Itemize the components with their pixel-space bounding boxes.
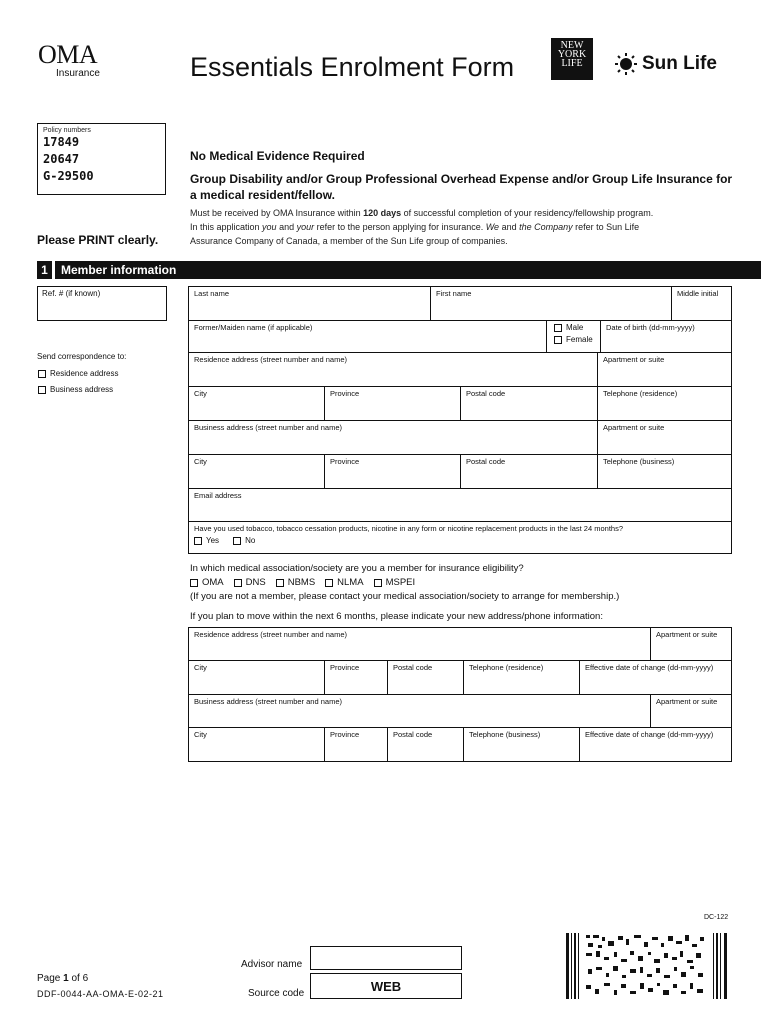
page-number-text: Page [37, 973, 64, 984]
page-number [37, 973, 88, 984]
telephone-residence-field[interactable] [597, 386, 732, 421]
male-checkbox[interactable] [554, 324, 562, 332]
new-residence-effective-date-field[interactable] [579, 660, 732, 695]
field-label: First name [436, 289, 472, 298]
new-residence-province-field[interactable] [324, 660, 388, 695]
section-number: 1 [37, 261, 55, 279]
option-label: DNS [245, 577, 266, 588]
nbms-checkbox[interactable] [276, 579, 284, 587]
no-medical-heading: No Medical Evidence Required [190, 149, 365, 163]
date-of-birth-field[interactable] [600, 320, 732, 353]
page-number-value: 1 [63, 973, 69, 984]
option-label: Business address [50, 385, 114, 394]
field-label: Province [330, 663, 360, 672]
field-label: Business address (street number and name) [194, 697, 342, 706]
field-label: Postal code [466, 457, 506, 466]
option-label: NLMA [337, 577, 364, 588]
intro-text-part: In this application [190, 222, 263, 232]
print-clearly-note: Please PRINT clearly. [37, 233, 159, 247]
field-label: Apartment or suite [603, 355, 665, 364]
association-options [190, 577, 415, 588]
residence-apartment-field[interactable] [597, 352, 732, 387]
policy-number: G-29500 [43, 169, 94, 183]
section-title: Member information [61, 263, 177, 277]
new-residence-postal-code-field[interactable] [387, 660, 464, 695]
association-option-oma[interactable] [190, 577, 224, 588]
new-york-life-logo [551, 38, 593, 80]
business-postal-code-field[interactable] [460, 454, 598, 489]
field-label: Email address [194, 491, 242, 500]
new-business-apartment-field[interactable] [650, 694, 732, 728]
oma-logo-subtext: Insurance [56, 68, 100, 79]
field-label: Postal code [393, 730, 433, 739]
field-label: Last name [194, 289, 230, 298]
business-province-field[interactable] [324, 454, 461, 489]
option-label: MSPEI [385, 577, 416, 588]
male-option[interactable] [554, 323, 593, 332]
document-code: DDF-0044-AA-OMA-E-02-21 [37, 989, 164, 999]
tobacco-question-text: Have you used tobacco, tobacco cessation products, nicotine in any form or nicotine replacement products in the last 24 months? [194, 524, 623, 533]
field-label: Effective date of change (dd-mm-yyyy) [585, 663, 714, 672]
intro-deadline: 120 days [363, 208, 402, 218]
business-address-field[interactable] [188, 420, 598, 455]
field-label: City [194, 663, 207, 672]
intro-text-part: Must be received by OMA Insurance within [190, 208, 364, 218]
policy-number: 20647 [43, 152, 80, 166]
advisor-name-label: Advisor name [241, 959, 303, 970]
membership-note: (If you are not a member, please contact your medical association/society to arrange for membership.) [190, 591, 620, 602]
field-label: Province [330, 389, 360, 398]
sex-options [546, 320, 601, 353]
page-number-text: of 6 [68, 973, 89, 984]
former-name-field[interactable] [188, 320, 547, 353]
oma-insurance-logo [38, 40, 100, 79]
residence-province-field[interactable] [324, 386, 461, 421]
dns-checkbox[interactable] [234, 579, 242, 587]
sun-life-logo-text: Sun Life [642, 53, 717, 74]
ref-number-field[interactable] [37, 286, 167, 321]
residence-address-checkbox[interactable] [38, 370, 46, 378]
field-label: City [194, 389, 207, 398]
field-label: Telephone (business) [469, 730, 541, 739]
field-label: Apartment or suite [656, 630, 718, 639]
coverage-heading: Group Disability and/or Group Professional Overhead Expense and/or Group Life Insurance for a medical resident/fellow. [190, 172, 733, 202]
tobacco-yes-option[interactable] [194, 536, 219, 545]
option-label: Residence address [50, 369, 119, 378]
first-name-field[interactable] [430, 286, 672, 321]
new-residence-city-field[interactable] [188, 660, 325, 695]
field-label: Effective date of change (dd-mm-yyyy) [585, 730, 714, 739]
tobacco-question [188, 521, 732, 554]
new-business-province-field[interactable] [324, 727, 388, 762]
nyl-logo-line: YORK [557, 49, 587, 60]
field-label: Residence address (street number and name) [194, 630, 347, 639]
residence-address-option[interactable] [38, 369, 118, 378]
form-title: Essentials Enrolment Form [190, 52, 515, 82]
2d-barcode-image [566, 933, 729, 999]
new-residence-address-field[interactable] [188, 627, 651, 661]
tobacco-no-checkbox[interactable] [233, 537, 241, 545]
section-1-header [37, 261, 761, 279]
new-business-address-field[interactable] [188, 694, 651, 728]
association-option-nlma[interactable] [325, 577, 363, 588]
ref-number-label: Ref. # (if known) [42, 289, 101, 298]
business-apartment-field[interactable] [597, 420, 732, 455]
mspei-checkbox[interactable] [374, 579, 382, 587]
female-option[interactable] [554, 335, 593, 344]
intro-text-part: of successful completion of your residency/fellowship program. [401, 208, 654, 218]
business-address-checkbox[interactable] [38, 386, 46, 394]
residence-address-field[interactable] [188, 352, 598, 387]
field-label: Telephone (residence) [469, 663, 544, 672]
field-label: City [194, 457, 207, 466]
nyl-logo-line: LIFE [561, 58, 583, 69]
intro-text-part: Assurance Company of Canada, a member of the Sun Life group of companies. [190, 236, 508, 246]
field-label: Postal code [466, 389, 506, 398]
intro-text-part: and [276, 222, 297, 232]
move-question: If you plan to move within the next 6 months, please indicate your new address/phone information: [190, 611, 603, 622]
intro-term: your [296, 222, 315, 232]
new-residence-apartment-field[interactable] [650, 627, 732, 661]
field-label: Residence address (street number and name) [194, 355, 347, 364]
email-field[interactable] [188, 488, 732, 522]
policy-numbers-label: Policy numbers [43, 127, 91, 134]
intro-text [190, 206, 735, 248]
policy-numbers-box [37, 123, 166, 195]
association-option-nbms[interactable] [276, 577, 315, 588]
intro-text-part: refer to the person applying for insurance. [314, 222, 486, 232]
tobacco-yes-checkbox[interactable] [194, 537, 202, 545]
field-label: Province [330, 730, 360, 739]
middle-initial-field[interactable] [671, 286, 732, 321]
field-label: Business address (street number and name) [194, 423, 342, 432]
telephone-business-field[interactable] [597, 454, 732, 489]
female-label: Female [566, 335, 593, 344]
form-code: DC-122 [704, 914, 729, 921]
field-label: Apartment or suite [656, 697, 718, 706]
option-label: OMA [202, 577, 224, 588]
intro-term: you [262, 222, 277, 232]
field-label: Middle initial [677, 289, 719, 298]
option-label: Yes [206, 536, 220, 545]
nyl-logo-line: NEW [560, 40, 584, 51]
intro-text-part: refer to Sun Life [572, 222, 640, 232]
intro-term: We [485, 222, 500, 232]
female-checkbox[interactable] [554, 336, 562, 344]
association-question: In which medical association/society are you a member for insurance eligibility? [190, 563, 524, 574]
option-label: NBMS [287, 577, 316, 588]
sun-icon [614, 52, 638, 76]
oma-logo-text: OMA [38, 40, 98, 69]
residence-city-field[interactable] [188, 386, 325, 421]
residence-postal-code-field[interactable] [460, 386, 598, 421]
nlma-checkbox[interactable] [325, 579, 333, 587]
field-label: Telephone (business) [603, 457, 675, 466]
male-label: Male [566, 323, 584, 332]
new-business-effective-date-field[interactable] [579, 727, 732, 762]
policy-number: 17849 [43, 135, 80, 149]
field-label: Postal code [393, 663, 433, 672]
association-option-dns[interactable] [234, 577, 266, 588]
intro-term: the Company [519, 222, 573, 232]
last-name-field[interactable] [188, 286, 431, 321]
source-code-label: Source code [248, 988, 305, 999]
send-correspondence-label: Send correspondence to: [37, 352, 127, 361]
field-label: Apartment or suite [603, 423, 665, 432]
new-business-postal-code-field[interactable] [387, 727, 464, 762]
new-telephone-business-field[interactable] [463, 727, 580, 762]
advisor-name-field[interactable] [310, 946, 462, 970]
new-business-city-field[interactable] [188, 727, 325, 762]
business-address-option[interactable] [38, 385, 113, 394]
oma-checkbox[interactable] [190, 579, 198, 587]
sun-life-logo [614, 52, 717, 76]
business-city-field[interactable] [188, 454, 325, 489]
source-code-field[interactable]: WEB [310, 973, 462, 999]
field-label: City [194, 730, 207, 739]
intro-text-part: and [499, 222, 520, 232]
new-telephone-residence-field[interactable] [463, 660, 580, 695]
association-option-mspei[interactable] [374, 577, 416, 588]
option-label: No [245, 536, 256, 545]
tobacco-no-option[interactable] [233, 536, 255, 545]
field-label: Date of birth (dd-mm-yyyy) [606, 323, 695, 332]
field-label: Province [330, 457, 360, 466]
field-label: Former/Maiden name (if applicable) [194, 323, 313, 332]
field-label: Telephone (residence) [603, 389, 678, 398]
